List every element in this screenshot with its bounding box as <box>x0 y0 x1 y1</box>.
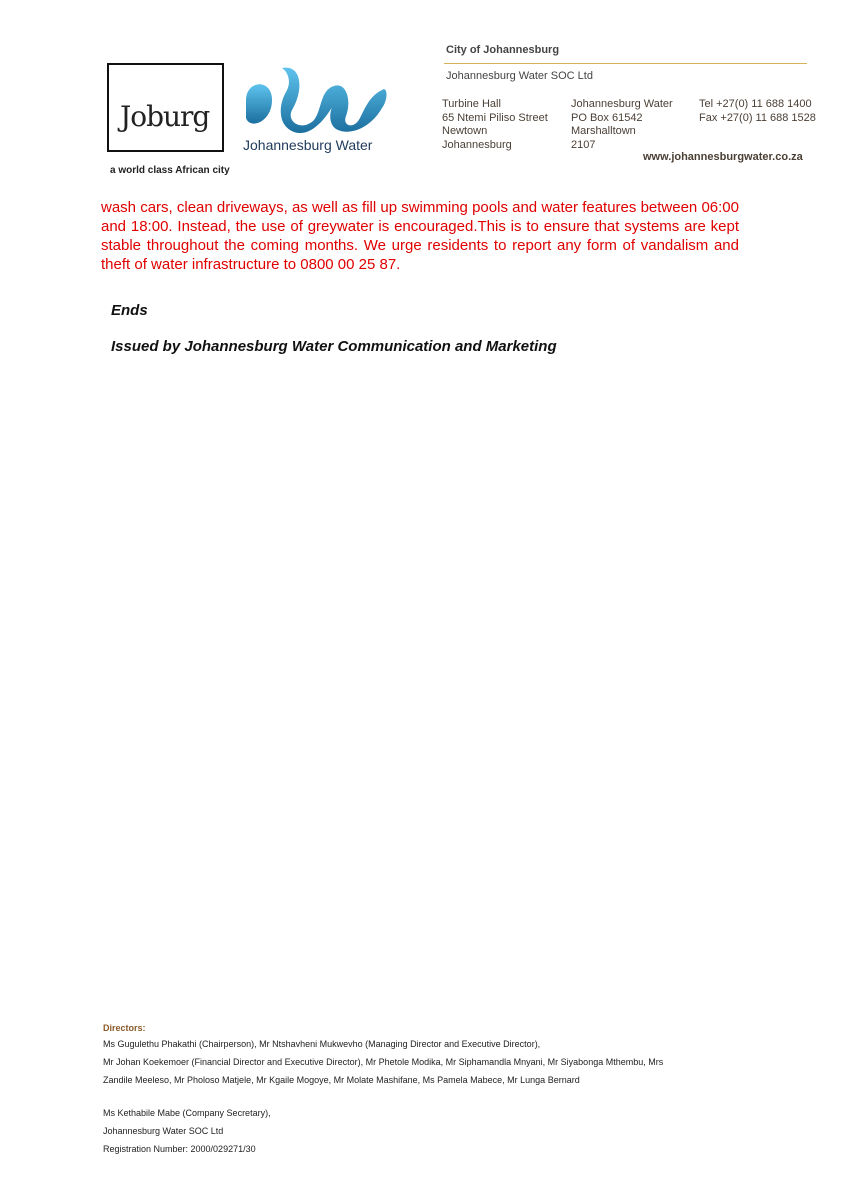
physical-address <box>442 98 548 152</box>
directors-line: Mr Johan Koekemoer (Financial Director and Executive Director), Mr Phetole Modika, Mr Siphamandla Mnyani, Mr Siyabonga Mthembu, Mrs <box>103 1057 664 1067</box>
telephone: Tel +27(0) 11 688 1400 <box>699 98 812 110</box>
issued-by: Issued by Johannesburg Water Communication and Marketing <box>111 338 557 355</box>
address-line: Newtown <box>442 125 488 137</box>
website-link[interactable]: www.johannesburgwater.co.za <box>643 151 803 163</box>
address-line: Marshalltown <box>571 125 636 137</box>
joburg-logo-wordmark: Joburg <box>120 100 210 133</box>
johannesburg-water-logo-text: Johannesburg Water <box>243 137 373 153</box>
ends-marker: Ends <box>111 302 148 319</box>
body-paragraph: wash cars, clean driveways, as well as fill up swimming pools and water features between 06:00 and 18:00. Instead, the use of greywater is encouraged.This is to ensure that systems are kept stable throughout the coming months. We urge residents to report any form of vandalism and theft of water infrastructure to 0800 00 25 87. <box>101 199 739 273</box>
footer-company: Johannesburg Water SOC Ltd <box>103 1126 224 1136</box>
address-line: Turbine Hall <box>442 98 501 110</box>
company-name: Johannesburg Water SOC Ltd <box>446 70 593 82</box>
fax: Fax +27(0) 11 688 1528 <box>699 111 816 124</box>
address-line: 2107 <box>571 138 596 151</box>
address-line: Johannesburg Water <box>571 98 673 110</box>
registration-number: Registration Number: 2000/029271/30 <box>103 1144 256 1154</box>
city-name: City of Johannesburg <box>446 44 560 56</box>
address-line: Johannesburg <box>442 138 512 151</box>
joburg-tagline: a world class African city <box>110 165 230 176</box>
company-secretary: Ms Kethabile Mabe (Company Secretary), <box>103 1108 271 1118</box>
postal-address <box>571 98 673 152</box>
header-divider <box>444 63 807 64</box>
directors-line: Zandile Meeleso, Mr Pholoso Matjele, Mr Kgaile Mogoye, Mr Molate Mashifane, Ms Pamela Mabece, Mr Lunga Bernard <box>103 1075 580 1085</box>
johannesburg-water-logo-icon <box>242 60 392 140</box>
address-line: PO Box 61542 <box>571 111 643 124</box>
directors-line: Ms Gugulethu Phakathi (Chairperson), Mr Ntshavheni Mukwevho (Managing Director and Executive Director), <box>103 1039 541 1049</box>
address-line: 65 Ntemi Piliso Street <box>442 111 548 124</box>
contact-numbers <box>699 98 816 125</box>
directors-label: Directors: <box>103 1023 146 1033</box>
